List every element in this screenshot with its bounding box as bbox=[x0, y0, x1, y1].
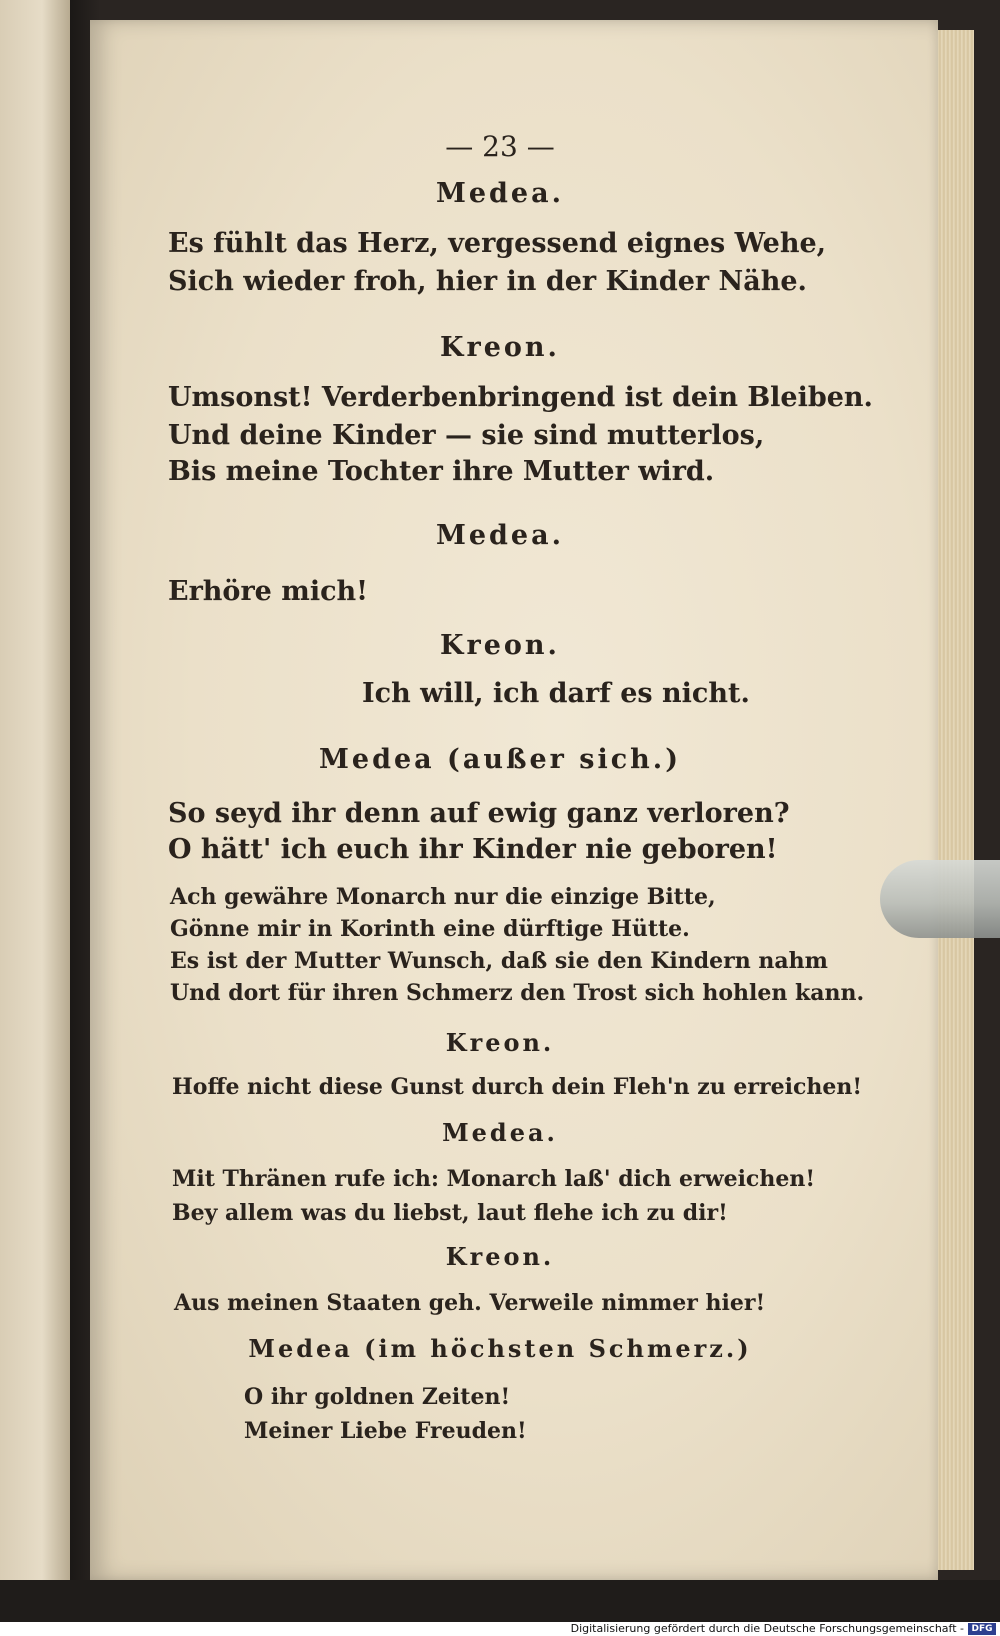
verse-line: Meiner Liebe Freuden! bbox=[244, 1418, 527, 1444]
verse-line: Gönne mir in Korinth eine dürftige Hütte. bbox=[170, 916, 690, 942]
speaker-heading: Kreon. bbox=[440, 332, 560, 363]
speaker-heading: Kreon. bbox=[445, 1242, 555, 1271]
digitization-footer bbox=[0, 1622, 1000, 1636]
dfg-logo-icon: DFG bbox=[968, 1623, 996, 1635]
scan-bottom-strip bbox=[0, 1580, 1000, 1622]
speaker-heading: Medea (im höchsten Schmerz.) bbox=[248, 1334, 752, 1363]
verse-line: Hoffe nicht diese Gunst durch dein Fleh'n zu erreichen! bbox=[172, 1074, 862, 1100]
verse-line: O ihr goldnen Zeiten! bbox=[244, 1384, 511, 1410]
verse-line: Aus meinen Staaten geh. Verweile nimmer hier! bbox=[174, 1290, 766, 1316]
verse-line: Bey allem was du liebst, laut flehe ich zu dir! bbox=[172, 1200, 728, 1226]
page-number: — 23 — bbox=[445, 130, 555, 163]
funding-credit: Digitalisierung gefördert durch die Deutsche Forschungsgemeinschaft - bbox=[570, 1622, 964, 1635]
verse-line: Mit Thränen rufe ich: Monarch laß' dich erweichen! bbox=[172, 1166, 815, 1192]
verse-line: O hätt' ich euch ihr Kinder nie geboren! bbox=[168, 834, 778, 865]
speaker-heading: Medea (außer sich.) bbox=[319, 744, 681, 775]
verse-line: Sich wieder froh, hier in der Kinder Nähe. bbox=[168, 266, 807, 297]
speaker-heading: Kreon. bbox=[440, 630, 560, 661]
speaker-heading: Medea. bbox=[442, 1118, 558, 1147]
verse-line: Und dort für ihren Schmerz den Trost sich hohlen kann. bbox=[170, 980, 865, 1006]
verse-line: Ach gewähre Monarch nur die einzige Bitte, bbox=[170, 884, 716, 910]
verse-line: So seyd ihr denn auf ewig ganz verloren? bbox=[168, 798, 790, 829]
verse-line: Erhöre mich! bbox=[168, 576, 368, 607]
verse-line: Es ist der Mutter Wunsch, daß sie den Kindern nahm bbox=[170, 948, 828, 974]
thumb-holding-page bbox=[880, 860, 1000, 938]
speaker-heading: Kreon. bbox=[445, 1028, 555, 1057]
verse-line: Bis meine Tochter ihre Mutter wird. bbox=[168, 456, 715, 487]
verse-line: Und deine Kinder — sie sind mutterlos, bbox=[168, 420, 765, 451]
speaker-heading: Medea. bbox=[435, 178, 565, 209]
verse-line: Es fühlt das Herz, vergessend eignes Wehe, bbox=[168, 228, 827, 259]
verse-line: Ich will, ich darf es nicht. bbox=[362, 678, 750, 709]
speaker-heading: Medea. bbox=[435, 520, 565, 551]
verse-line: Umsonst! Verderbenbringend ist dein Bleiben. bbox=[168, 382, 873, 413]
